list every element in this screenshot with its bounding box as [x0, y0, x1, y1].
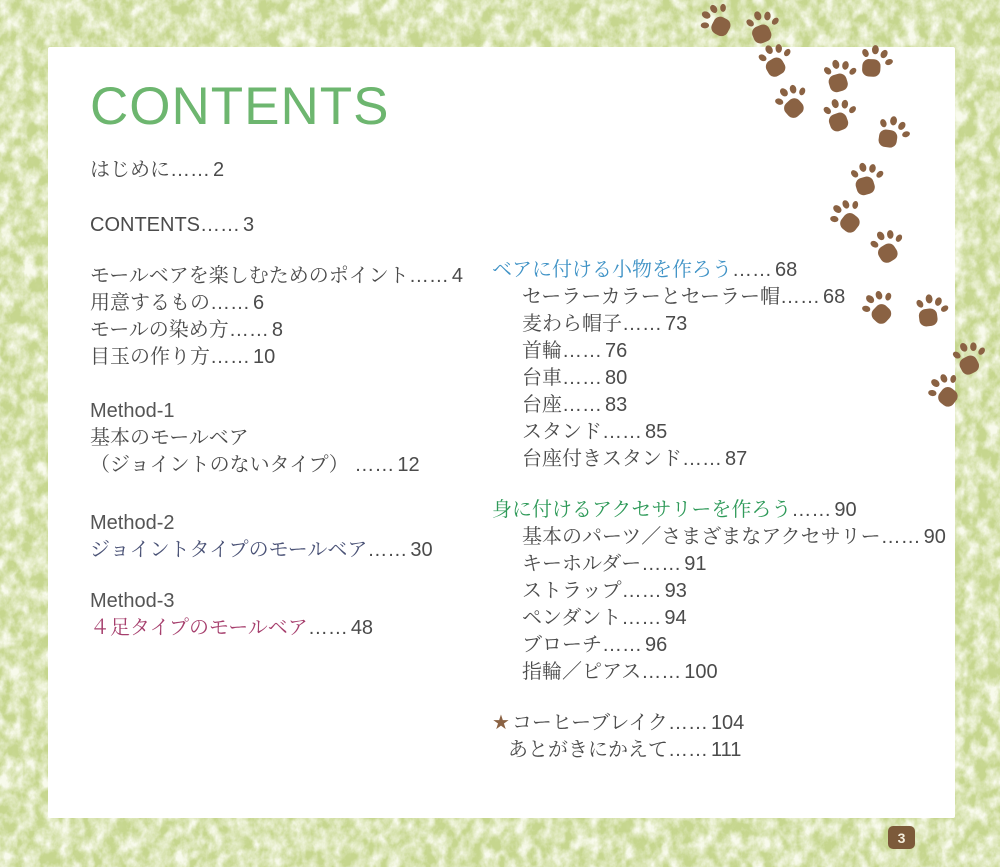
toc-entry-page: 91: [684, 553, 707, 575]
toc-entry-page: 6: [253, 292, 265, 314]
toc-entry-label: モールベアを楽しむためのポイント: [90, 265, 409, 287]
toc-entry-leader: ……: [354, 454, 395, 476]
toc-entry: [90, 317, 500, 344]
toc-entry-page: 93: [664, 580, 687, 602]
toc-entry-leader: ……: [668, 739, 708, 761]
toc-entry-leader: ……: [780, 286, 820, 308]
toc-entry-label: ４足タイプのモールベア: [90, 617, 308, 639]
page-title: CONTENTS: [90, 77, 390, 136]
toc-entry-leader: ……: [880, 526, 921, 548]
toc-entry-page: 10: [253, 346, 276, 368]
toc-entry-page: 8: [271, 319, 283, 341]
toc-entry-label: 身に付けるアクセサリーを作ろう: [492, 499, 792, 521]
toc-entry-page: 104: [710, 712, 745, 734]
toc-entry-leader: ……: [621, 607, 662, 629]
toc-entry-leader: ……: [210, 292, 250, 314]
toc-entry-leader: ……: [622, 313, 662, 335]
toc-entry-page: 94: [664, 607, 687, 629]
star-icon: ★: [492, 712, 510, 734]
toc-entry-leader: ……: [602, 634, 642, 656]
toc-entry-leader: ……: [791, 499, 832, 521]
toc-entry-leader: ……: [562, 394, 602, 416]
toc-entry-label: 基本のパーツ／さまざまなアクセサリー: [522, 526, 881, 548]
toc-section-items: [492, 524, 957, 686]
toc-entry: [90, 615, 500, 642]
toc-entry-page: 68: [823, 286, 846, 308]
toc-entry-page: 30: [410, 539, 433, 561]
toc-entry: [522, 632, 957, 659]
toc-entry-label: ストラップ: [522, 580, 622, 602]
toc-entry-page: 68: [775, 259, 798, 281]
toc-entry: [522, 311, 957, 338]
toc-entry-leader: ……: [621, 580, 662, 602]
toc-entry-label: キーホルダー: [522, 553, 642, 575]
method-name: Method-2: [90, 512, 175, 534]
toc-entry: [522, 392, 957, 419]
toc-entry: [522, 659, 957, 686]
toc-entry-leader: ……: [682, 448, 722, 470]
toc-entry: [90, 290, 500, 317]
toc-entry-page: 83: [605, 394, 628, 416]
toc-entry-page: 96: [645, 634, 668, 656]
toc-entry: [90, 452, 500, 479]
toc-entry: [522, 605, 957, 632]
toc-entry-label: ベアに付ける小物を作ろう: [492, 259, 732, 281]
toc-entry-leader: ……: [732, 259, 772, 281]
method-block: [90, 588, 500, 642]
toc-entry-label: 目玉の作り方: [90, 346, 210, 368]
toc-entry-leader: ……: [641, 661, 682, 683]
toc-entry-label: ペンダント: [522, 607, 622, 629]
toc-entry-leader: ……: [641, 553, 682, 575]
method-block: [90, 510, 500, 564]
toc-entry-label: 台座付きスタンド: [522, 448, 682, 470]
toc-entry-label: 首輪: [522, 340, 562, 362]
toc-footer-entry: [492, 710, 957, 737]
method-name: Method-3: [90, 590, 175, 612]
toc-entry: [522, 578, 957, 605]
toc-entry: [90, 344, 500, 371]
toc-entry-page: 73: [665, 313, 688, 335]
toc-entry-label: （ジョイントのないタイプ）: [90, 454, 349, 476]
toc-entry: [90, 157, 500, 184]
toc-entry-label: コーヒーブレイク: [511, 712, 668, 734]
toc-right-column: [492, 257, 957, 764]
toc-entry-leader: ……: [667, 712, 708, 734]
toc-entry: [522, 284, 957, 311]
toc-entry-leader: ……: [200, 214, 240, 236]
toc-entry-page: 76: [605, 340, 628, 362]
toc-entry-leader: ……: [307, 617, 348, 639]
toc-entry: [90, 212, 500, 239]
toc-entry-label: 台座: [522, 394, 562, 416]
toc-entry: [522, 446, 957, 473]
toc-entry-page: 48: [350, 617, 374, 639]
toc-entry: [90, 537, 500, 564]
toc-entry-page: 4: [451, 265, 463, 287]
toc-entry-page: 111: [711, 739, 742, 761]
toc-entry-label: スタンド: [522, 421, 602, 443]
page-number-badge: 3: [888, 826, 915, 849]
toc-entry: [522, 524, 957, 551]
toc-entry-page: 90: [923, 526, 946, 548]
method-block: [90, 398, 500, 479]
toc-entry-leader: ……: [367, 539, 408, 561]
toc-entry-label: モールの染め方: [90, 319, 229, 341]
toc-entry-leader: ……: [562, 367, 602, 389]
toc-section-heading: [492, 257, 957, 284]
toc-entry-page: 2: [213, 159, 225, 181]
method-name: Method-1: [90, 400, 175, 422]
toc-entry-page: 85: [645, 421, 668, 443]
toc-entry-leader: ……: [562, 340, 602, 362]
toc-entry-leader: ……: [170, 159, 210, 181]
toc-entry-page: 90: [834, 499, 857, 521]
toc-entry-label: 台車: [522, 367, 562, 389]
toc-entry-page: 3: [243, 214, 255, 236]
toc-entry-label: セーラーカラーとセーラー帽: [522, 286, 780, 308]
toc-section-heading: [492, 497, 957, 524]
toc-entry-label: はじめに: [90, 159, 170, 181]
toc-entry-page: 87: [725, 448, 748, 470]
toc-entry-label: ジョイントタイプのモールベア: [90, 539, 368, 561]
toc-entry-label: CONTENTS: [90, 214, 200, 236]
toc-entry: [90, 425, 500, 452]
toc-entry-page: 12: [397, 454, 420, 476]
toc-entry: [522, 419, 957, 446]
toc-entry-label: 麦わら帽子: [522, 313, 622, 335]
toc-entry: [522, 338, 957, 365]
toc-entry-leader: ……: [408, 265, 449, 287]
toc-entry-page: 100: [684, 661, 718, 683]
toc-footer-entry: [492, 737, 957, 764]
toc-entry-label: 指輪／ピアス: [522, 661, 642, 683]
toc-entry-label: あとがきにかえて: [508, 739, 668, 761]
toc-entry: [90, 263, 500, 290]
toc-entry-label: 基本のモールベア: [90, 427, 249, 449]
toc-entry-label: 用意するもの: [90, 292, 210, 314]
toc-entry-leader: ……: [210, 346, 250, 368]
toc-entry-leader: ……: [602, 421, 642, 443]
toc-entry: [522, 365, 957, 392]
toc-entry-page: 80: [605, 367, 628, 389]
toc-entry-leader: ……: [228, 319, 269, 341]
toc-section-items: [492, 284, 957, 473]
toc-entry-label: ブローチ: [522, 634, 602, 656]
toc-left-column: [90, 157, 500, 642]
toc-entry: [522, 551, 957, 578]
